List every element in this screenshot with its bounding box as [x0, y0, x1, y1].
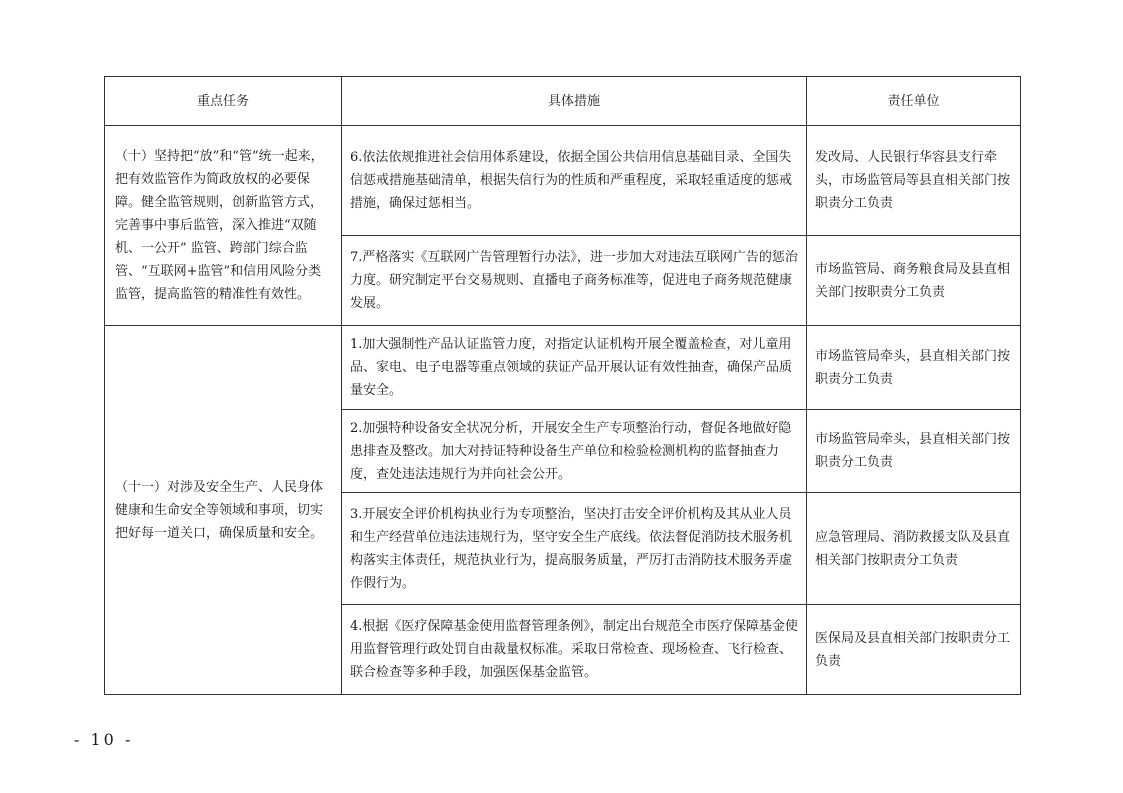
table-row	[105, 126, 1021, 236]
unit-cell: 发改局、人民银行华容县支行牵头，市场监管局等县直相关部门按职责分工负责	[807, 126, 1021, 236]
table-row	[105, 326, 1021, 410]
measure-cell: 2.加强特种设备安全状况分析，开展安全生产专项整治行动，督促各地做好隐患排查及整改。加大对持证特种设备生产单位和检验检测机构的监督抽查力度，查处违法违规行为并向社会公开。	[342, 410, 807, 493]
header-row	[105, 77, 1021, 126]
measure-cell: 7.严格落实《互联网广告管理暂行办法》，进一步加大对违法互联网广告的惩治力度。研究制定平台交易规则、直播电子商务标准等，促进电子商务规范健康发展。	[342, 236, 807, 326]
task-table	[104, 76, 1021, 695]
header-task: 重点任务	[105, 77, 342, 126]
unit-cell: 市场监管局、商务粮食局及县直相关部门按职责分工负责	[807, 236, 1021, 326]
page-number: - 10 -	[74, 730, 134, 749]
unit-cell: 市场监管局牵头，县直相关部门按职责分工负责	[807, 326, 1021, 410]
unit-cell: 应急管理局、消防救援支队及县直相关部门按职责分工负责	[807, 493, 1021, 605]
measure-cell: 3.开展安全评价机构执业行为专项整治，坚决打击安全评价机构及其从业人员和生产经营单位违法违规行为，坚守安全生产底线。依法督促消防技术服务机构落实主体责任，规范执业行为，提高服务质量，严厉打击消防技术服务弄虚作假行为。	[342, 493, 807, 605]
unit-cell: 市场监管局牵头，县直相关部门按职责分工负责	[807, 410, 1021, 493]
task-cell-10: （十）坚持把“放”和“管”统一起来，把有效监管作为简政放权的必要保障。健全监管规则，创新监管方式， 完善事中事后监管，深入推进“双随机、一公开” 监管、跨部门综合监管、“互联网+监管”和信用风险分类监管，提高监管的精准性有效性。	[105, 126, 342, 326]
header-unit: 责任单位	[807, 77, 1021, 126]
measure-cell: 6.依法依规推进社会信用体系建设，依据全国公共信用信息基础目录、全国失信惩戒措施基础清单，根据失信行为的性质和严重程度，采取轻重适度的惩戒措施，确保过惩相当。	[342, 126, 807, 236]
header-measure: 具体措施	[342, 77, 807, 126]
task-cell-11: （十一）对涉及安全生产、人民身体健康和生命安全等领域和事项，切实把好每一道关口，确保质量和安全。	[105, 326, 342, 695]
measure-cell: 1.加大强制性产品认证监管力度，对指定认证机构开展全覆盖检查，对儿童用品、家电、电子电器等重点领域的获证产品开展认证有效性抽查，确保产品质量安全。	[342, 326, 807, 410]
unit-cell: 医保局及县直相关部门按职责分工负责	[807, 605, 1021, 695]
measure-cell: 4.根据《医疗保障基金使用监督管理条例》，制定出台规范全市医疗保障基金使用监督管理行政处罚自由裁量权标准。采取日常检查、现场检查、飞行检查、联合检查等多种手段，加强医保基金监管。	[342, 605, 807, 695]
